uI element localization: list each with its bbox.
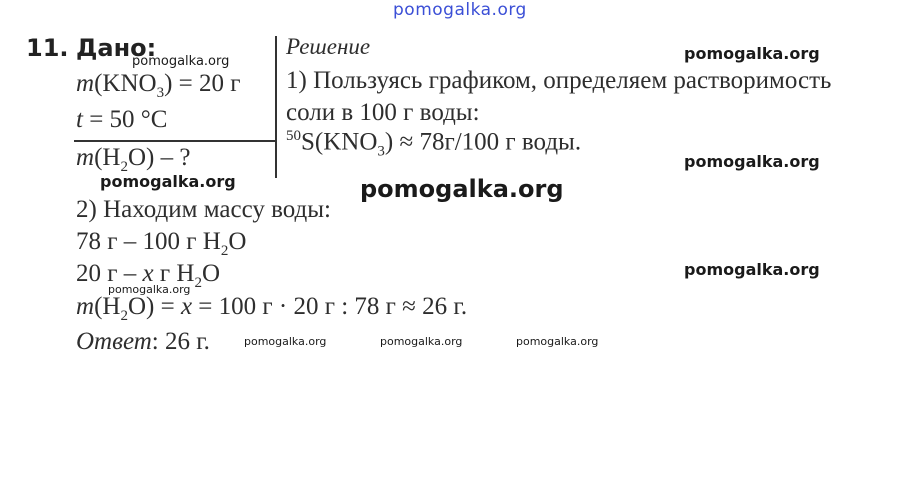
step2-calc-a: (H	[94, 293, 121, 320]
answer-value: : 26 г.	[151, 328, 210, 355]
given-vertical-divider	[275, 36, 277, 178]
given-mass-sub: 3	[156, 85, 165, 101]
step1-tail: ) ≈ 78г/100 г воды.	[384, 128, 582, 156]
step2-calc	[76, 293, 467, 325]
step1-line1: 1) Пользуясь графиком, определяем растворимость	[286, 67, 832, 94]
step1-formula	[286, 128, 581, 160]
watermark: pomogalka.org	[380, 335, 463, 348]
step2-line1-b: O	[228, 228, 247, 255]
step1-sub: 3	[377, 143, 385, 160]
given-divider	[74, 140, 276, 142]
problem-number: 11.	[26, 34, 69, 62]
watermark-top: pomogalka.org	[393, 0, 527, 20]
step2-line2-sub: 2	[194, 275, 202, 291]
find-prefix: m	[76, 144, 95, 171]
answer-line	[76, 328, 210, 356]
step2-line1-sub: 2	[220, 243, 229, 259]
step1-line2: соли в 100 г воды:	[286, 99, 480, 126]
watermark: pomogalka.org	[516, 335, 599, 348]
watermark: pomogalka.org	[684, 44, 820, 63]
watermark: pomogalka.org	[360, 175, 564, 203]
step2-title: 2) Находим массу воды:	[76, 196, 331, 223]
step1-sup: 50	[286, 128, 301, 144]
given-mass-tail: ) = 20 г	[164, 70, 241, 97]
find-sub: 2	[120, 159, 128, 175]
step2-line2-a: 20 г –	[76, 260, 143, 287]
step2-calc-b: O) =	[127, 293, 181, 320]
given-mass	[76, 70, 241, 102]
watermark: pomogalka.org	[684, 152, 820, 171]
step2-calc-m: m	[76, 293, 95, 320]
solution-title: Решение	[286, 34, 371, 59]
given-temp-value: = 50 °С	[82, 106, 168, 133]
find-body: (H	[94, 144, 121, 171]
given-temp-var: t	[76, 106, 83, 133]
answer-label: Ответ	[76, 328, 152, 355]
step2-line1-a: 78 г – 100 г H	[76, 228, 221, 255]
step2-calc-c: = 100 г · 20 г : 78 г ≈ 26 г.	[192, 293, 468, 320]
watermark: pomogalka.org	[132, 54, 230, 69]
watermark: pomogalka.org	[244, 335, 327, 348]
watermark: pomogalka.org	[100, 172, 236, 191]
step2-line2-x: x	[142, 260, 154, 287]
given-mass-body: (KNO	[94, 70, 157, 97]
step2-line2-c: O	[201, 260, 220, 287]
step1-body: S(KNO	[301, 128, 378, 156]
step2-calc-sub: 2	[120, 308, 128, 324]
watermark: pomogalka.org	[108, 283, 191, 296]
given-mass-prefix: m	[76, 70, 95, 97]
given-temp	[76, 106, 167, 134]
step2-calc-x: x	[180, 293, 193, 320]
step2-line2-b: г H	[153, 260, 195, 287]
step2-line1	[76, 228, 246, 260]
watermark: pomogalka.org	[684, 260, 820, 279]
find-tail: O) – ?	[127, 144, 191, 171]
given-title: Дано:	[76, 34, 157, 62]
